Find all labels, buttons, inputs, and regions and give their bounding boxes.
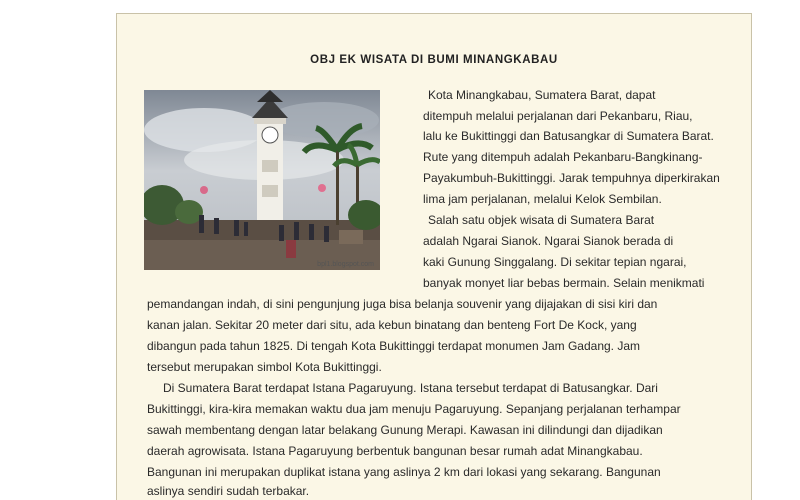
- text-line: Bangunan ini merupakan duplikat istana yang aslinya 2 km dari lokasi yang sekarang. Bangunan: [147, 465, 661, 479]
- text-line: Salah satu objek wisata di Sumatera Barat: [428, 213, 655, 227]
- text-line: pemandangan indah, di sini pengunjung juga bisa belanja souvenir yang dijajakan di sisi kiri dan: [147, 297, 658, 311]
- jam-gadang-illustration: [144, 90, 380, 270]
- text-line: ditempuh melalui perjalanan dari Pekanbaru, Riau,: [423, 109, 693, 123]
- text-line: Payakumbuh-Bukittinggi. Jarak tempuhnya diperkirakan: [423, 171, 720, 185]
- text-line: adalah Ngarai Sianok. Ngarai Sianok berada di: [423, 234, 674, 248]
- text-line: lalu ke Bukittinggi dan Batusangkar di Sumatera Barat.: [423, 129, 714, 143]
- text-line: tersebut merupakan simbol Kota Bukittinggi.: [147, 360, 382, 374]
- text-line: Bukittinggi, kira-kira memakan waktu dua jam menuju Pagaruyung. Sepanjang perjalanan terhampar: [147, 402, 681, 416]
- image-caption: bpl1.blogspot.com: [317, 261, 374, 268]
- text-line: Rute yang ditempuh adalah Pekanbaru-Bangkinang-: [423, 150, 703, 164]
- jam-gadang-photo: [144, 90, 380, 270]
- document-page: [116, 13, 752, 500]
- text-line: banyak monyet liar bebas bermain. Selain menikmati: [423, 276, 705, 290]
- text-line: kaki Gunung Singgalang. Di sekitar tepian ngarai,: [423, 255, 687, 269]
- text-line: kanan jalan. Sekitar 20 meter dari situ, ada kebun binatang dan benteng Fort De Kock, yang: [147, 318, 637, 332]
- text-line: aslinya sendiri sudah terbakar.: [147, 484, 310, 498]
- text-line: Di Sumatera Barat terdapat Istana Pagaruyung. Istana tersebut terdapat di Batusangkar. Dari: [163, 381, 658, 395]
- text-line: sawah membentang dengan latar belakang Gunung Merapi. Kawasan ini dilindungi dan dijadikan: [147, 423, 663, 437]
- text-line: Kota Minangkabau, Sumatera Barat, dapat: [428, 88, 656, 102]
- text-line: daerah agrowisata. Istana Pagaruyung berbentuk bangunan besar rumah adat Minangkabau.: [147, 444, 643, 458]
- document-title: OBJ EK WISATA DI BUMI MINANGKABAU: [310, 54, 558, 66]
- text-line: lima jam perjalanan, melalui Kelok Sembilan.: [423, 192, 662, 206]
- text-line: dibangun pada tahun 1825. Di tengah Kota Bukittinggi terdapat monumen Jam Gadang. Jam: [147, 339, 641, 353]
